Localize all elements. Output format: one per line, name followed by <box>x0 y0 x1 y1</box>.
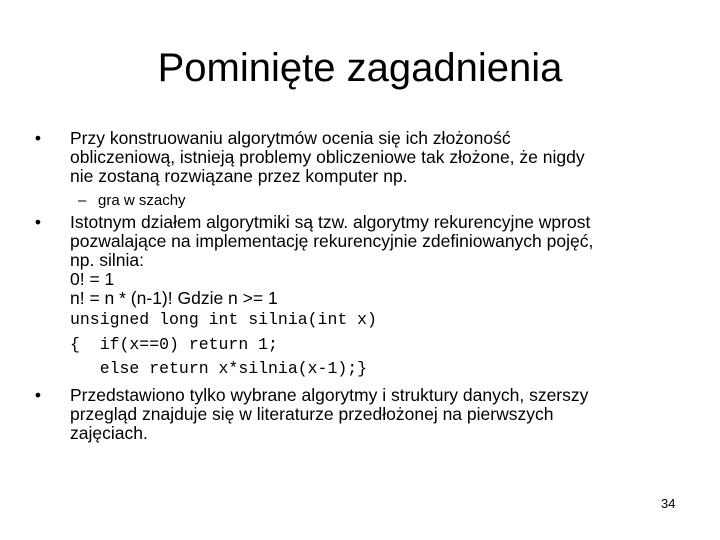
bullet-line: np. silnia: <box>70 250 144 270</box>
sub-bullet-text: gra w szachy <box>98 192 186 209</box>
sub-bullet-chess <box>78 192 186 209</box>
bullet-summary <box>34 385 700 443</box>
page-number: 34 <box>661 496 676 511</box>
bullet-marker: • <box>34 385 42 405</box>
bullet-line: zajęciach. <box>70 423 148 443</box>
bullet-line: nie zostaną rozwiązane przez komputer np. <box>70 166 408 186</box>
code-line: { if(x==0) return 1; <box>70 334 278 354</box>
bullet-line: przegląd znajduje się w literaturze przedłożonej na pierwszych <box>70 404 554 424</box>
slide-title: Pominięte zagadnienia <box>157 46 563 90</box>
code-line: else return x*silnia(x-1);} <box>70 359 368 378</box>
bullet-marker: • <box>34 212 42 232</box>
bullet-recursion <box>34 212 700 382</box>
bullet-marker: • <box>34 128 42 148</box>
bullet-line: pozwalające na implementację rekurencyjnie zdefiniowanych pojęć, <box>70 231 594 251</box>
code-line: unsigned long int silnia(int x) <box>70 310 377 329</box>
formula-line: n! = n * (n-1)! Gdzie n >= 1 <box>70 288 278 308</box>
bullet-line: obliczeniową, istnieją problemy obliczeniowe tak złożone, że nigdy <box>70 147 585 167</box>
formula-line: 0! = 1 <box>70 269 115 289</box>
sub-bullet-marker: – <box>78 192 87 209</box>
bullet-line: Istotnym działem algorytmiki są tzw. algorytmy rekurencyjne wprost <box>70 212 591 232</box>
bullet-line: Przedstawiono tylko wybrane algorytmy i struktury danych, szerszy <box>70 385 589 405</box>
bullet-line: Przy konstruowaniu algorytmów ocenia się ich złożoność <box>70 128 511 148</box>
bullet-complexity <box>34 128 700 186</box>
